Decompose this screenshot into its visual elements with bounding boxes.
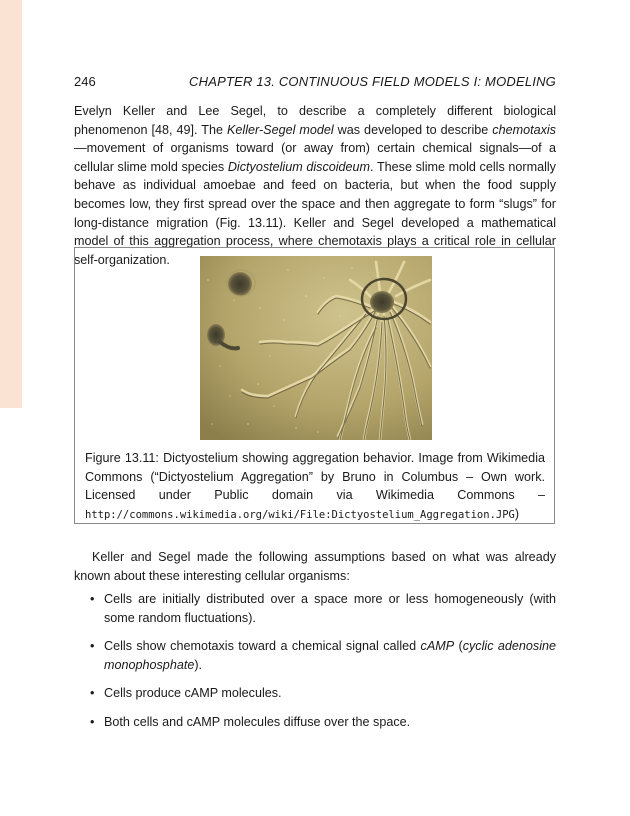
- bullet-icon: •: [90, 686, 95, 701]
- caption-end: ): [514, 506, 520, 521]
- running-header: [74, 74, 556, 90]
- figure-13-11: [74, 247, 555, 524]
- caption-text: Figure 13.11: Dictyostelium showing aggregation behavior. Image from Wikimedia Commons (“Dictyostelium Aggregation” by Bruno in Columbus – Own work. Licensed under Public domain via Wikimedia Commons –: [85, 451, 545, 503]
- list-item: [88, 590, 556, 627]
- species-name: Dictyostelium discoideum: [227, 159, 371, 174]
- page-edge-band: [0, 0, 22, 408]
- figure-caption: [85, 449, 545, 524]
- list-item-text: ).: [194, 657, 203, 672]
- camp-term: cAMP: [420, 639, 455, 654]
- chemotaxis-term: chemotaxis: [492, 122, 556, 137]
- bullet-icon: •: [90, 592, 95, 606]
- list-item-text: (: [454, 639, 463, 654]
- intro-text-3: —movement of organisms toward (or away from) certain chemical signals—of a cellular slime mold species: [74, 141, 556, 174]
- keller-segel-term: Keller-Segel model: [227, 122, 334, 137]
- list-item-text: Cells are initially distributed over a space more or less homogeneously (with some random fluctuations).: [104, 592, 556, 625]
- list-item: [88, 713, 556, 732]
- chapter-title: CHAPTER 13. CONTINUOUS FIELD MODELS I: MODELING: [189, 74, 556, 89]
- list-item: [88, 637, 556, 674]
- caption-url[interactable]: http://commons.wikimedia.org/wiki/File:Dictyostelium_Aggregation.JPG: [85, 508, 515, 521]
- intro-text-4: . These slime mold cells normally behave as individual amoebae and feed on bacteria, but when the food supply becomes low, they first spread over the space and then aggregate to form “slugs” for long-distance migration (Fig. 13.11). Keller and Segel developed a mathematical model of this aggregation process, where chemotaxis plays a critical role in cellular self-organization.: [74, 159, 556, 267]
- bullet-icon: •: [90, 639, 95, 654]
- camp-full-name: cyclic adenosine monophosphate: [104, 639, 556, 672]
- intro-text-2: was developed to describe: [333, 122, 493, 137]
- intro-text-1: Evelyn Keller and Lee Segel, to describe a completely different biological phenomenon [48, 49]. The: [74, 104, 556, 137]
- page-number: 246: [74, 74, 96, 89]
- dictyostelium-photo: [200, 256, 432, 440]
- list-item-text: Cells produce cAMP molecules.: [104, 686, 282, 701]
- list-item-text: Both cells and cAMP molecules diffuse over the space.: [104, 714, 411, 729]
- bullet-icon: •: [90, 714, 95, 729]
- assumptions-intro: Keller and Segel made the following assumptions based on what was already known about these interesting cellular organisms:: [74, 550, 556, 583]
- intro-paragraph: [74, 102, 556, 269]
- list-item-text: Cells show chemotaxis toward a chemical signal called: [104, 639, 421, 654]
- assumptions-list: [88, 590, 556, 742]
- list-item: [88, 684, 556, 703]
